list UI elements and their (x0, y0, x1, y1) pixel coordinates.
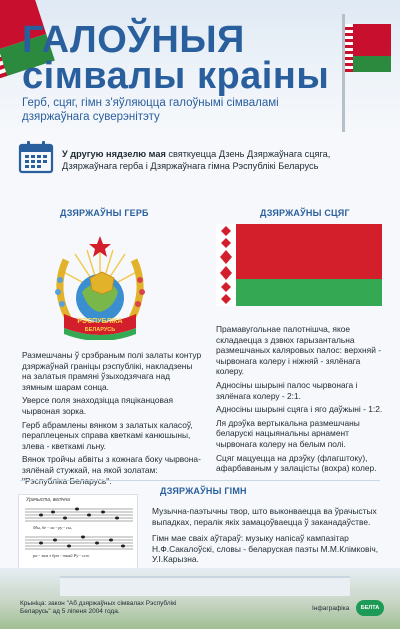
emblem-paragraph-2: Уверсе поля знаходзіцца пяціканцовая чырвоная зорка. (22, 395, 174, 416)
infographic-credit: Інфаграфіка (312, 605, 350, 612)
flag-paragraph-1: Прамавугольнае палотнішча, якое складаецца з дзвюх гарызантальна размешчаных каляровых палос: верхняй - чырвонага колеру і ніжняй - зялёнага колеру. (216, 324, 381, 377)
sheet-music-caption: Урачыста, велічна (26, 497, 70, 503)
flag-ornament-icon (218, 224, 234, 306)
emblem-ribbon-text-2: БЕЛАРУСЬ (84, 327, 116, 333)
holiday-date-rest: святкуецца Дзень Дзяржаўнага сцяга, Дзяржаўнага герба і Дзяржаўнага гімна Рэспублікі Беларусь (62, 149, 331, 171)
anthem-heading: ДЗЯРЖАЎНЫ ГІМН (160, 486, 247, 496)
flag-paragraph-5: Сцяг мацуецца на дрэўку (флагштоку), афарбаваным у залацісты (вохра) колер. (216, 452, 377, 474)
state-flag-image (216, 224, 382, 306)
stadium-background-image (0, 568, 400, 629)
lyrics-line-2: ра - зам з бра - тняй Ру - ссю (33, 553, 90, 558)
section-divider (20, 480, 380, 481)
anthem-sheet-music-image (18, 494, 138, 572)
title-line-2: сімвалы краіны (22, 55, 330, 97)
flag-heading: ДЗЯРЖАЎНЫ СЦЯГ (260, 208, 350, 218)
music-staff-icon (19, 495, 137, 571)
source-note: Крыніца: закон "Аб дзяржаўных сімвалах Рэспублікі Беларусь" ад 5 ліпеня 2004 года. (20, 600, 177, 615)
calendar-icon (18, 140, 54, 174)
anthem-paragraph-2: Гімн мае сваіх аўтараў: музыку напісаў кампазітар Н.Ф.Сакалоўскі, словы - беларуская паэты М.М.Клімковіч, У.І.Карызна. (152, 533, 379, 565)
flag-paragraph-2: Адносіны шырыні палос чырвонага і зялёнага колеру - 2:1. (216, 379, 358, 401)
title-line-1: ГАЛОЎНЫЯ (22, 19, 245, 61)
emblem-description (22, 350, 202, 489)
belta-logo: БЕЛТА (356, 600, 384, 616)
flag-description (216, 324, 384, 477)
flag-paragraph-4: Ля дрэўка вертыкальна размешчаны беларускі нацыянальны арнамент чырвонага колеру на белым полі. (216, 417, 360, 449)
anthem-paragraph-1: Музычна-паэтычны твор, што выконваецца ва ўрачыстых выпадках, пералік якіх замацоўваецца ў заканадаўстве. (152, 506, 377, 527)
anthem-description (152, 506, 384, 568)
holiday-date-bold: У другую нядзелю мая (62, 149, 166, 159)
holiday-date-text (62, 148, 387, 172)
emblem-paragraph-4: Вянок тройчы абвіты з кожнага боку чырвона-зялёнай стужкай, на якой золатам: (22, 454, 201, 475)
emblem-paragraph-1: Размешчаны ў срэбраным полі залаты контур дзяржаўнай граніцы рэспублікі, накладзены на залатыя прамяні ўзыходзячага над зямным шарам сонца. (22, 350, 202, 392)
state-emblem-image (30, 230, 170, 340)
page-title (22, 19, 330, 97)
lyrics-line-1: Мы, бе - ла - ру - сы, (33, 525, 73, 530)
waving-flag-icon (345, 24, 391, 72)
page-subtitle: Герб, сцяг, гімн з'яўляюцца галоўнымі сімваламі дзяржаўнага суверэнітэту (22, 97, 279, 123)
emblem-ribbon-text-1: РЭСПУБЛІКА (77, 318, 123, 325)
flag-paragraph-3: Адносіны шырыні сцяга і яго даўжыні - 1:2. (216, 404, 383, 415)
emblem-heading: ДЗЯРЖАЎНЫ ГЕРБ (60, 208, 149, 218)
emblem-paragraph-3: Герб абрамлены вянком з залатых каласоў, пераплеценых справа кветкамі канюшыны, злева - кветкамі льну. (22, 419, 193, 451)
